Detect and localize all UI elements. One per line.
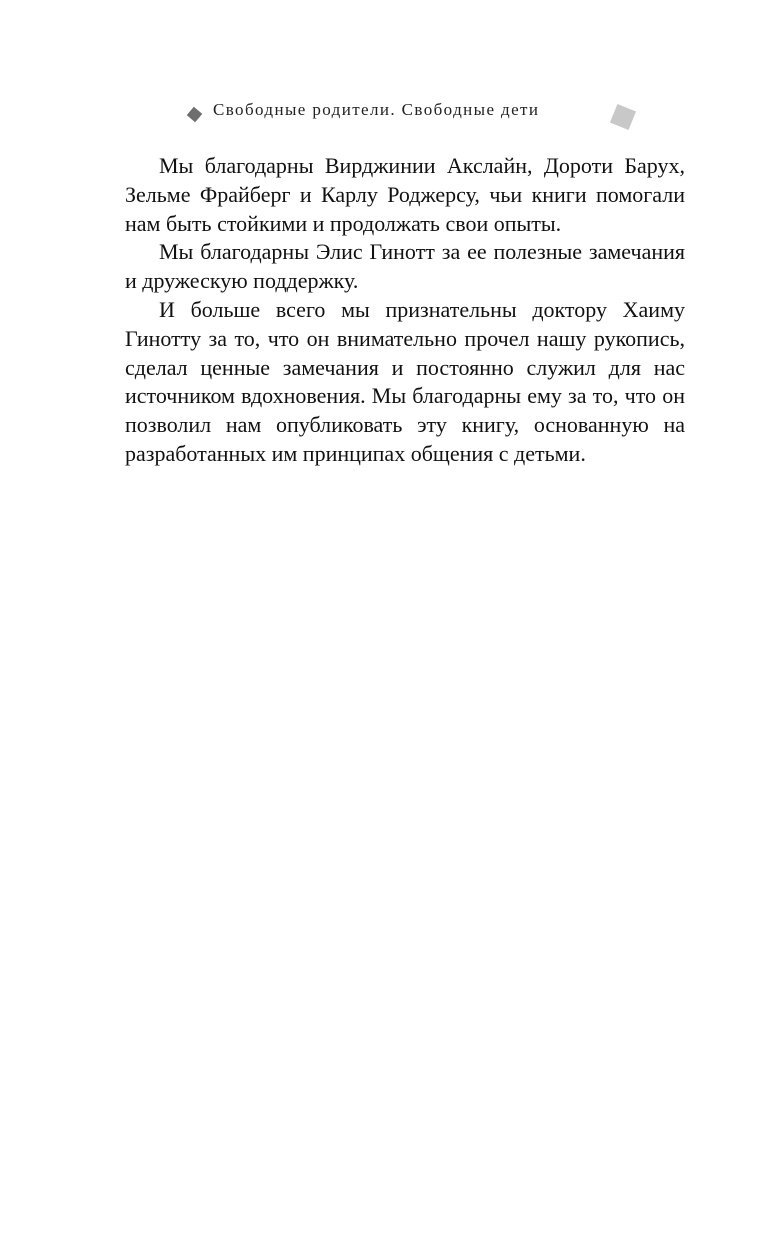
diamond-ornament-icon: [610, 104, 636, 130]
diamond-ornament-icon: [187, 107, 202, 122]
paragraph: И больше всего мы признательны доктору Хаиму Гинотту за то, что он внимательно прочел нашу рукопись, сделал ценные замечания и постоянно служил для нас источником вдохновения. Мы благодарны ему за то, что он позволил нам опубликовать эту книгу, основанную на разработанных им принципах общения с детьми.: [125, 296, 685, 466]
running-header-title: Свободные родители. Свободные дети: [213, 100, 540, 119]
running-header: [0, 98, 768, 128]
paragraph: Мы благодарны Вирджинии Акслайн, Дороти Барух, Зельме Фрайберг и Карлу Роджерсу, чьи книги помогали нам быть стойкими и продолжать свои опыты.: [125, 153, 685, 236]
body-text: [125, 152, 685, 469]
paragraph: Мы благодарны Элис Гинотт за ее полезные замечания и дружескую поддержку.: [125, 239, 685, 294]
